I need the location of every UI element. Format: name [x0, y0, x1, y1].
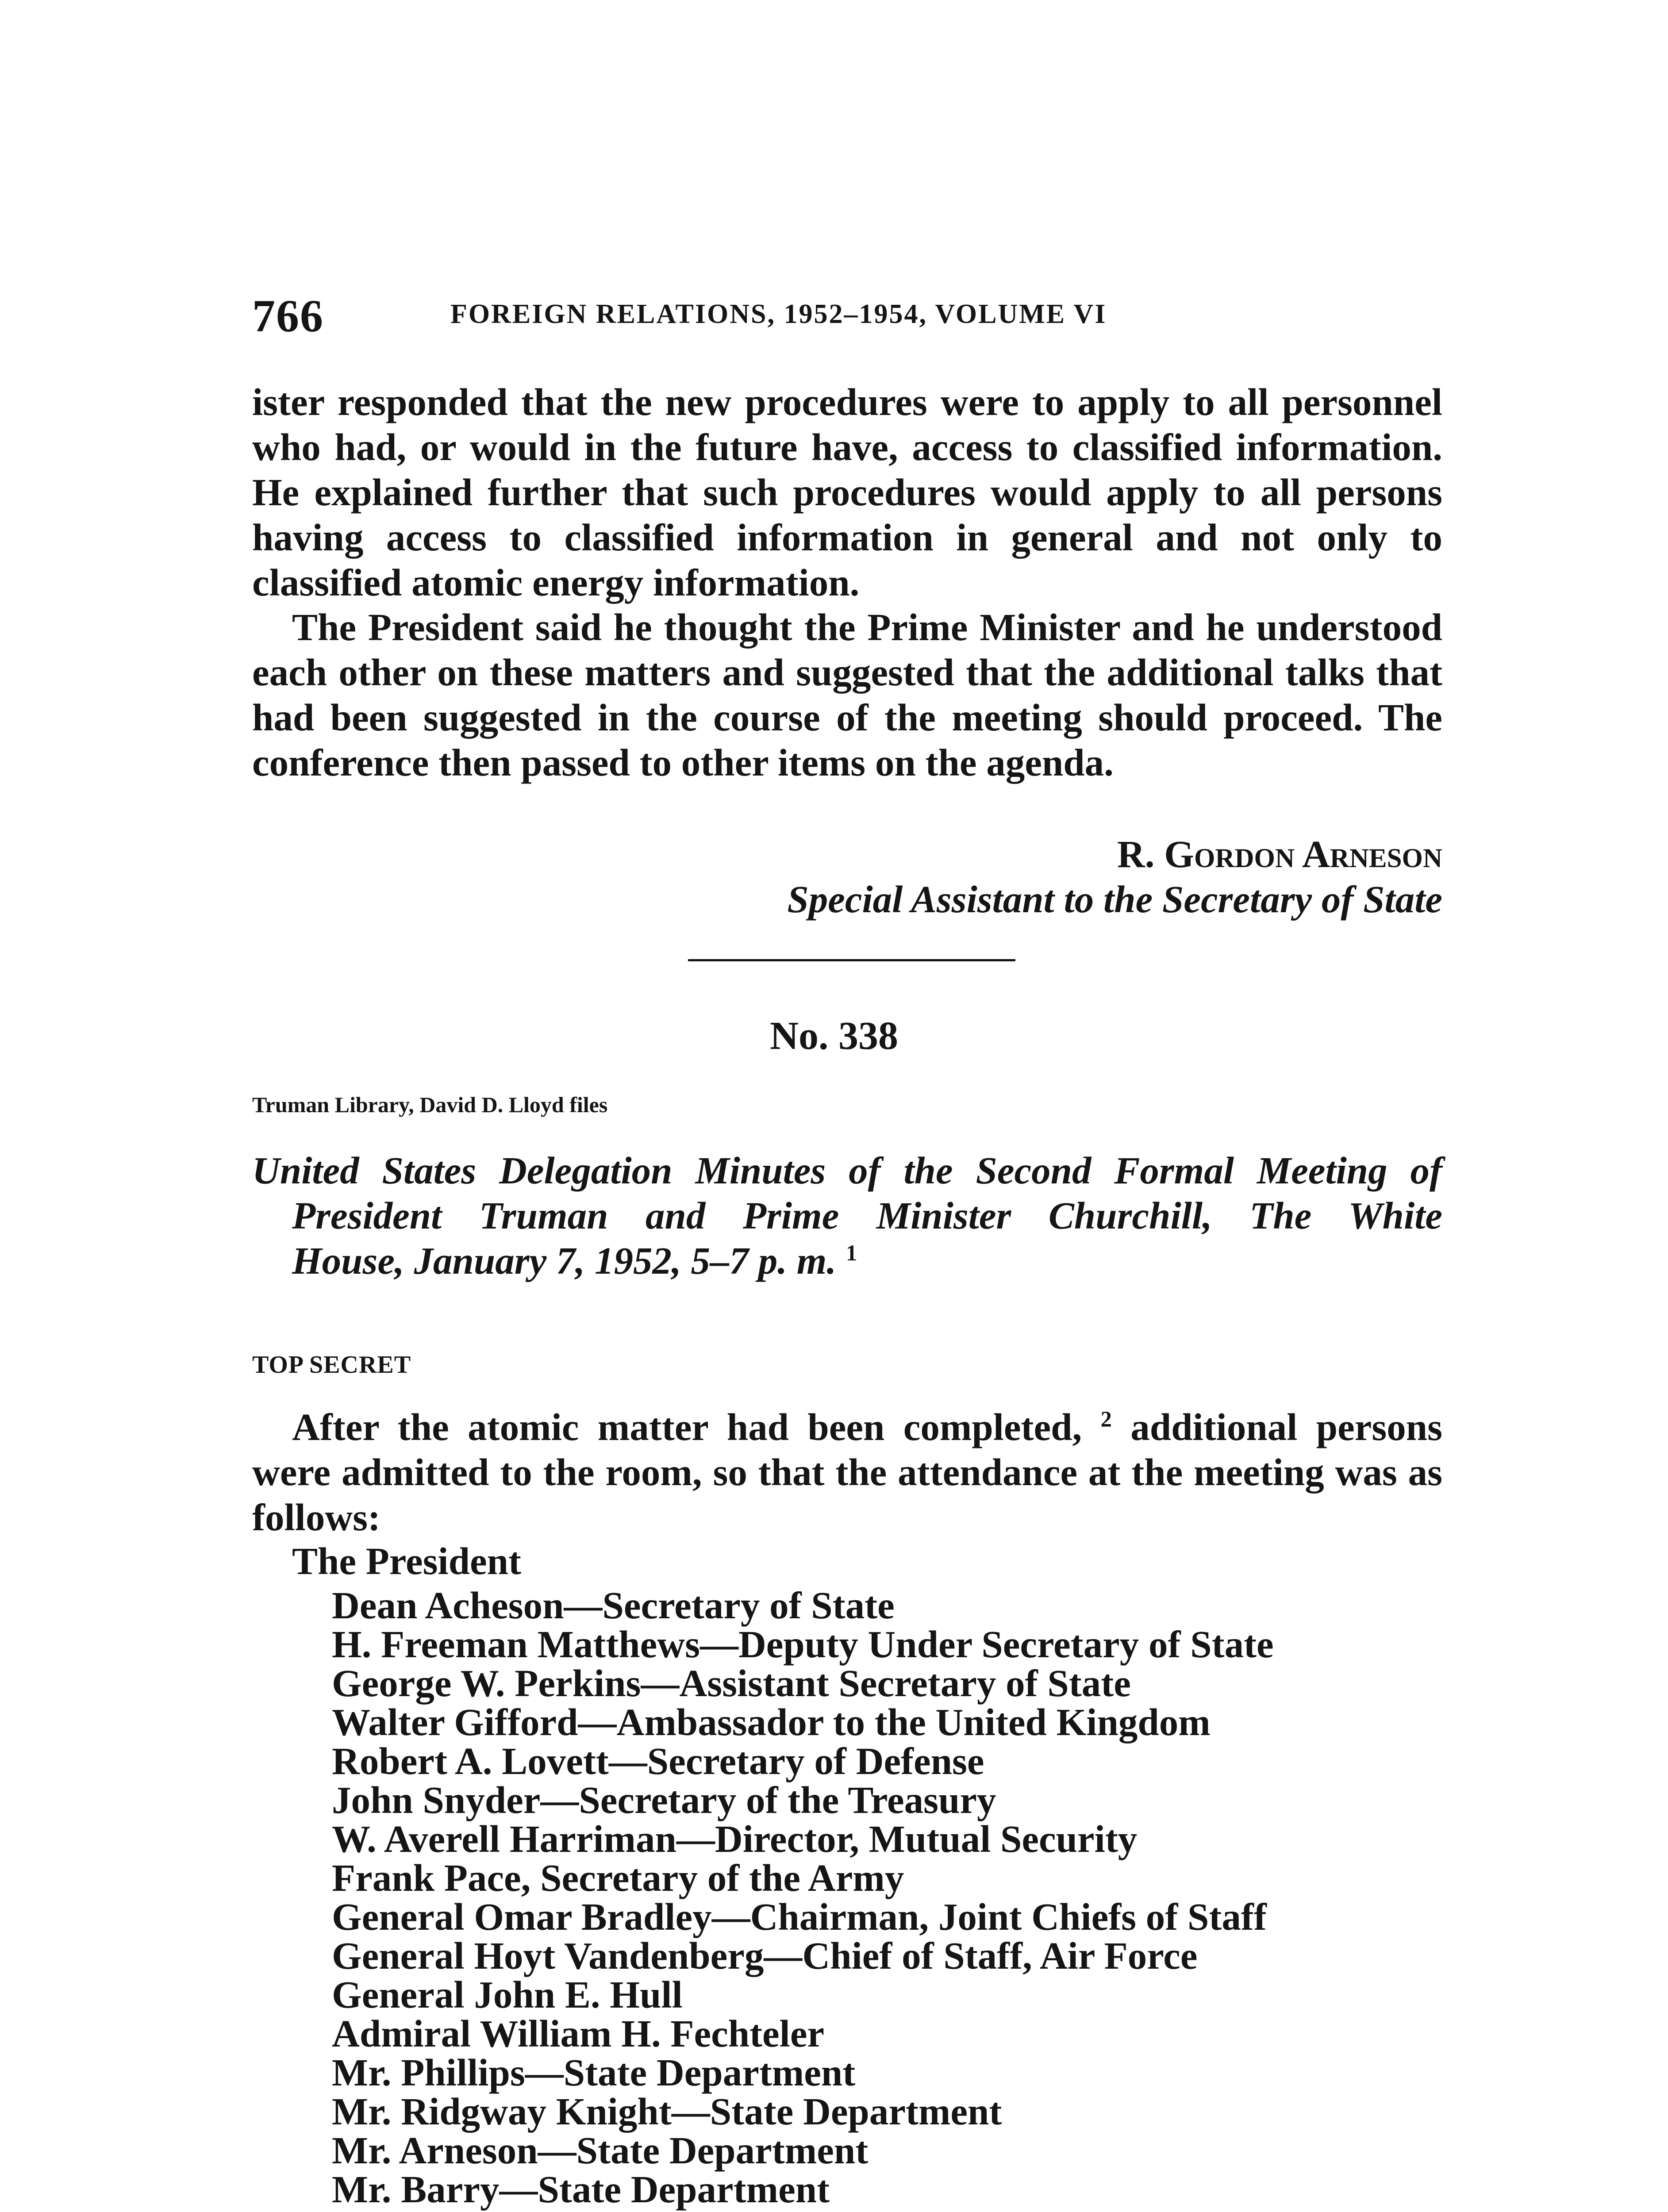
running-head — [252, 290, 1442, 352]
document-title — [252, 1148, 1442, 1283]
attendee: General John E. Hull — [332, 1973, 683, 2016]
attendee: General Omar Bradley—Chairman, Joint Chiefs of Staff — [332, 1895, 1267, 1938]
intro-text-before: After the atomic matter had been completed, — [292, 1406, 1082, 1448]
page-number: 766 — [252, 291, 324, 342]
document-title-line-2: President Truman and Prime Minister Churchill, The White — [292, 1194, 1442, 1237]
attendee: Mr. Phillips—State Department — [332, 2051, 856, 2094]
intro-paragraph — [252, 1405, 1442, 1540]
attendance-lead: The President — [292, 1540, 521, 1582]
attendee: George W. Perkins—Assistant Secretary of State — [332, 1662, 1131, 1705]
running-title: FOREIGN RELATIONS, 1952–1954, VOLUME VI — [450, 299, 1107, 329]
document-title-line-3 — [252, 1238, 1442, 1283]
paragraph-president-remarks: The President said he thought the Prime Minister and he understood each other on these matters and suggested that the additional talks that had been suggested in the course of the meeting should proceed. The conference then passed to other items on the agenda. — [252, 606, 1442, 784]
footnote-ref-2: 2 — [1100, 1407, 1112, 1432]
attendee: Mr. Barry—State Department — [332, 2168, 830, 2211]
signer-title: Special Assistant to the Secretary of State — [787, 878, 1442, 921]
attendee: General Hoyt Vandenberg—Chief of Staff, Air Force — [332, 1934, 1198, 1977]
intro-text-after: additional persons were admitted to the room, so that the attendance at the meeting was as follows: — [252, 1406, 1443, 1539]
source-note: Truman Library, David D. Lloyd files — [252, 1092, 608, 1117]
document-title-line-3-text: House, January 7, 1952, 5–7 p. m. — [292, 1239, 837, 1282]
document-number: No. 338 — [770, 1014, 898, 1058]
attendee: Admiral William H. Fechteler — [332, 2012, 825, 2055]
attendee: Frank Pace, Secretary of the Army — [332, 1856, 904, 1899]
attendee: Mr. Arneson—State Department — [332, 2129, 869, 2172]
signer-name: R. Gordon Arneson — [1117, 833, 1442, 876]
attendee: Dean Acheson—Secretary of State — [332, 1584, 895, 1627]
attendee: Robert A. Lovett—Secretary of Defense — [332, 1740, 984, 1782]
attendee: Mr. Ridgway Knight—State Department — [332, 2090, 1002, 2133]
document-title-line-1: United States Delegation Minutes of the Second Formal Meeting of — [252, 1149, 1442, 1192]
section-divider — [688, 959, 1015, 961]
signature-block — [575, 832, 1442, 922]
attendee: H. Freeman Matthews—Deputy Under Secretary of State — [332, 1623, 1274, 1666]
paragraph-continuation: ister responded that the new procedures were to apply to all personnel who had, or would in the future have, access to classified information. He explained further that such procedures would apply to all persons having access to classified information in general and not only to classified atomic energy information. — [252, 380, 1442, 604]
attendee: John Snyder—Secretary of the Treasury — [332, 1778, 996, 1821]
attendee: W. Averell Harriman—Director, Mutual Security — [332, 1817, 1138, 1860]
attendance-list — [292, 1542, 1442, 2209]
footnote-ref-1: 1 — [846, 1240, 857, 1265]
attendee: Walter Gifford—Ambassador to the United Kingdom — [332, 1701, 1211, 1743]
classification-label: TOP SECRET — [252, 1351, 411, 1379]
